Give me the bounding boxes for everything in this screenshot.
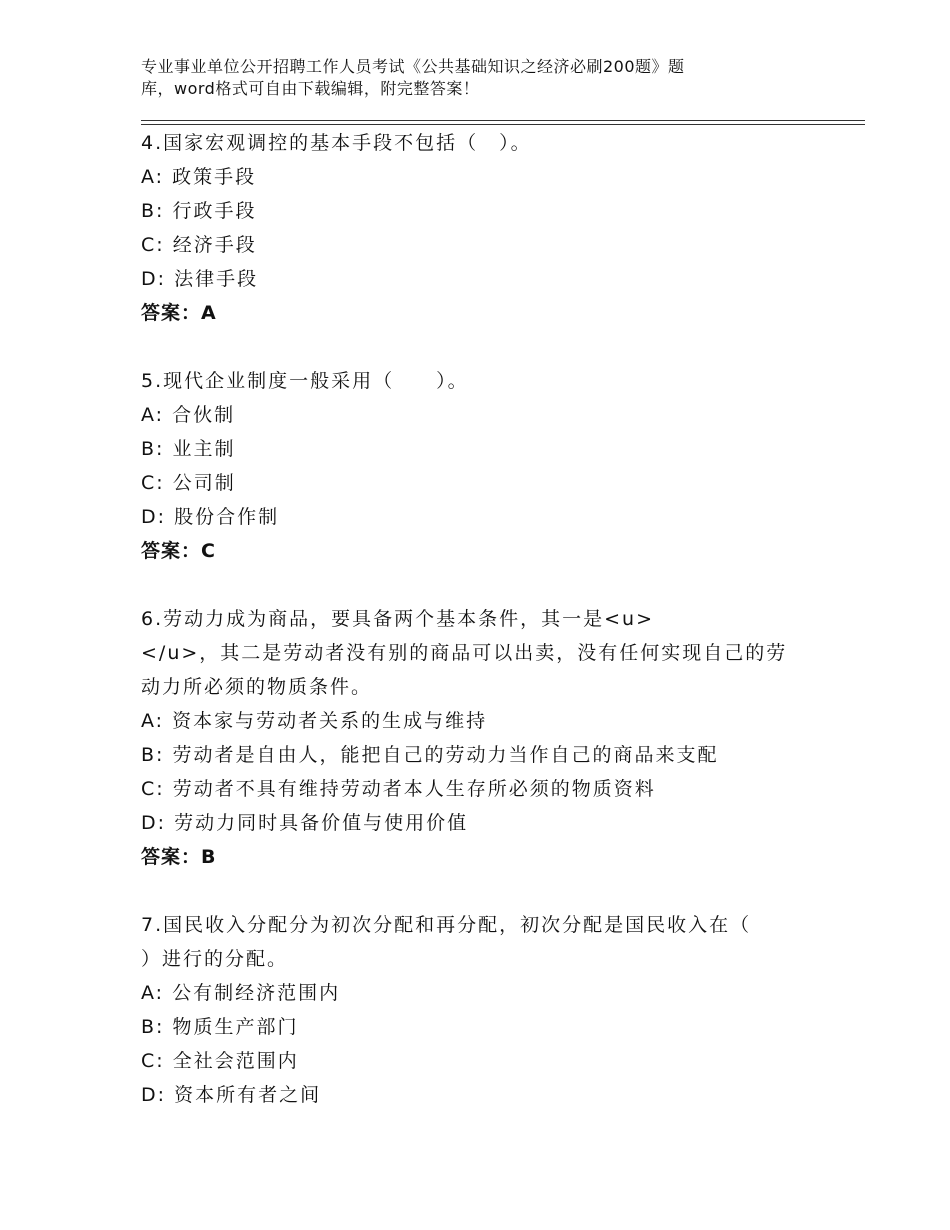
question-stem-line-2: </u>，其二是劳动者没有别的商品可以出卖，没有任何实现自己的劳 [141, 642, 788, 664]
question-stem: 5.现代企业制度一般采用（ ）。 [141, 370, 469, 392]
option-b: B: 业主制 [141, 438, 236, 460]
header-divider-top [141, 120, 865, 121]
option-c: C: 经济手段 [141, 234, 257, 256]
option-b: B: 行政手段 [141, 200, 257, 222]
option-d: D: 股份合作制 [141, 506, 280, 528]
header-divider-bottom [141, 124, 865, 125]
option-d: D: 资本所有者之间 [141, 1084, 322, 1106]
answer-label: 答案：B [141, 846, 217, 868]
option-c: C: 全社会范围内 [141, 1050, 299, 1072]
option-d: D: 法律手段 [141, 268, 259, 290]
header-line-1: 专业事业单位公开招聘工作人员考试《公共基础知识之经济必刷200题》题 [141, 57, 685, 76]
question-4 [141, 126, 865, 330]
question-stem: 4.国家宏观调控的基本手段不包括（ ）。 [141, 132, 532, 154]
question-stem-line-3: 动力所必须的物质条件。 [141, 676, 373, 698]
question-list [141, 126, 865, 1146]
option-c: C: 公司制 [141, 472, 236, 494]
question-7 [141, 908, 865, 1112]
document-header [141, 56, 791, 100]
option-a: A: 政策手段 [141, 166, 257, 188]
question-5 [141, 364, 865, 568]
option-b: B: 劳动者是自由人，能把自己的劳动力当作自己的商品来支配 [141, 744, 719, 766]
option-a: A: 资本家与劳动者关系的生成与维持 [141, 710, 488, 732]
question-stem-line-1: 6.劳动力成为商品，要具备两个基本条件，其一是<u> [141, 608, 655, 630]
question-stem-line-2: ）进行的分配。 [141, 948, 289, 970]
option-a: A: 公有制经济范围内 [141, 982, 341, 1004]
option-a: A: 合伙制 [141, 404, 236, 426]
answer-label: 答案：C [141, 540, 216, 562]
question-6 [141, 602, 865, 874]
option-d: D: 劳动力同时具备价值与使用价值 [141, 812, 469, 834]
header-line-2: 库，word格式可自由下载编辑，附完整答案！ [141, 79, 480, 98]
answer-label: 答案：A [141, 302, 217, 324]
question-stem-line-1: 7.国民收入分配分为初次分配和再分配，初次分配是国民收入在（ [141, 914, 752, 936]
option-b: B: 物质生产部门 [141, 1016, 299, 1038]
option-c: C: 劳动者不具有维持劳动者本人生存所必须的物质资料 [141, 778, 656, 800]
